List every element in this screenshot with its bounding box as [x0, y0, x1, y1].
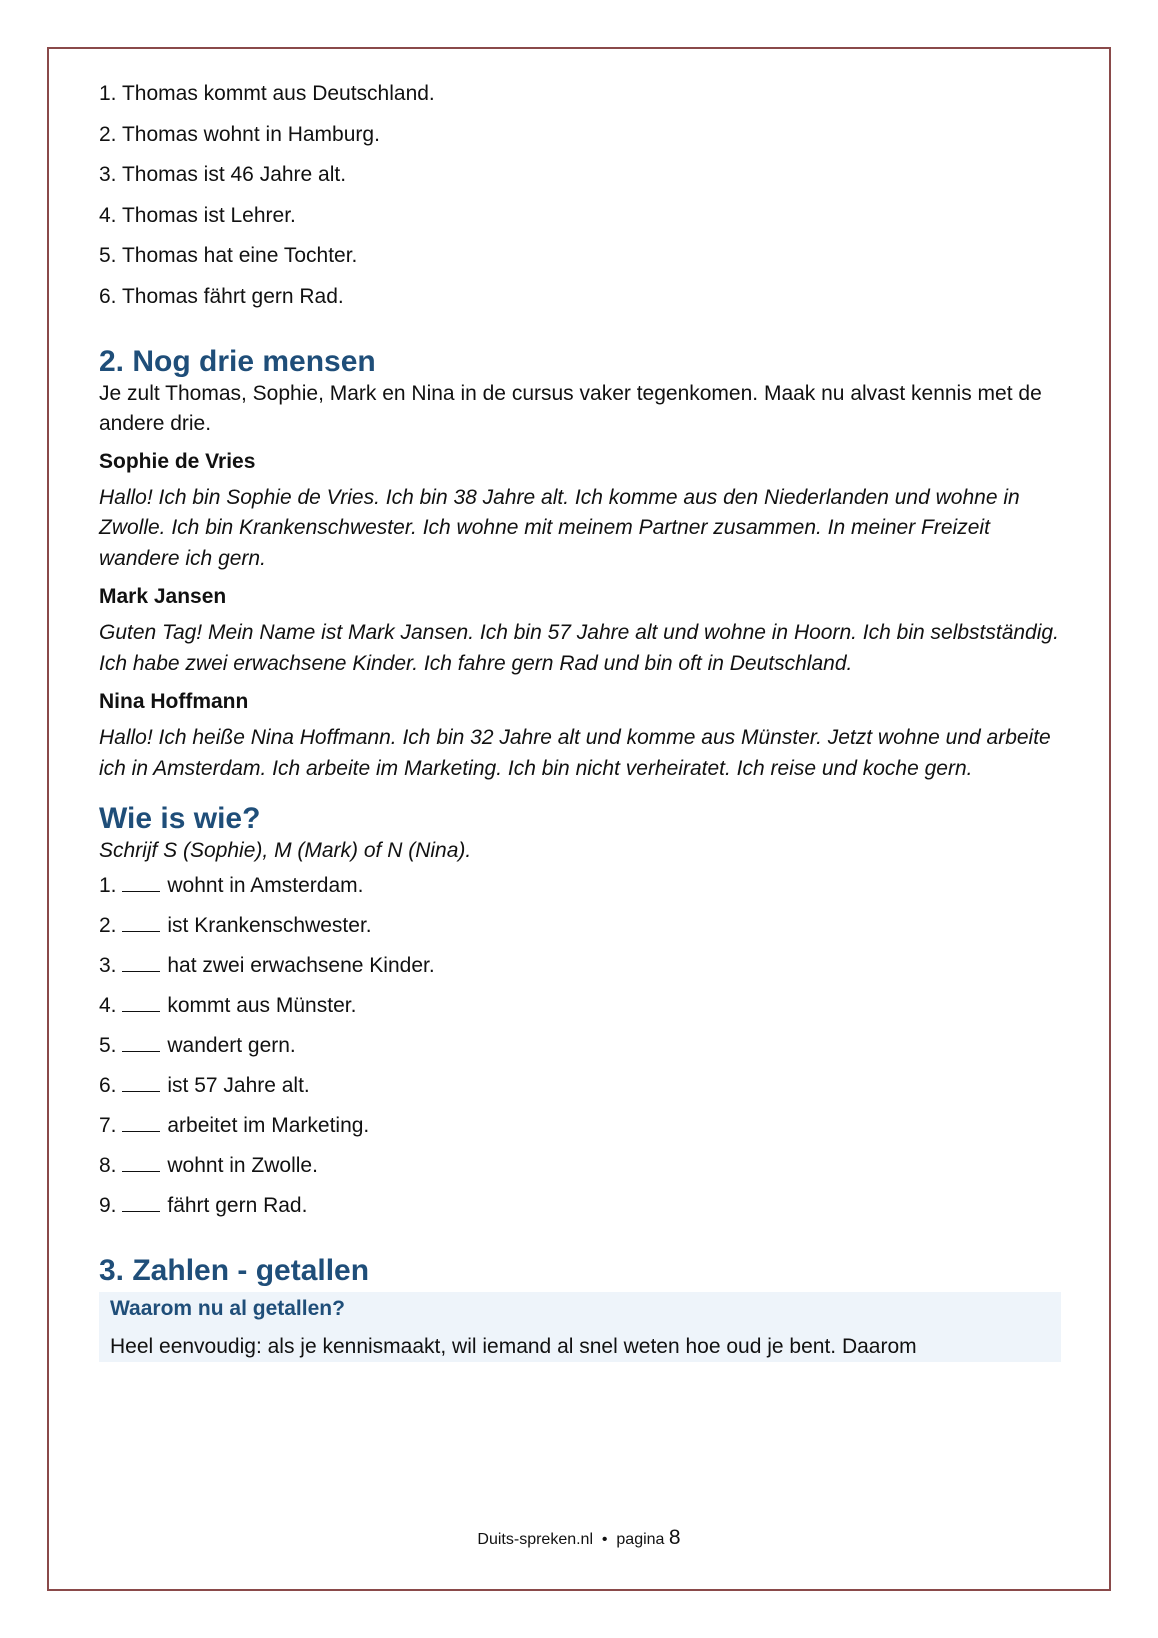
item-text: wohnt in Zwolle. [167, 1154, 318, 1178]
answer-blank[interactable] [122, 1035, 160, 1052]
thomas-statements-list [99, 82, 1061, 309]
item-number: 7. [99, 1114, 117, 1138]
answer-blank[interactable] [122, 1115, 160, 1132]
exercise-item [99, 1034, 1061, 1058]
section-intro: Je zult Thomas, Sophie, Mark en Nina in de cursus vaker tegenkomen. Maak nu alvast kennis met de andere drie. [99, 381, 1042, 435]
exercise-item [99, 954, 1061, 978]
page-footer [0, 1526, 1158, 1550]
person-name: Nina Hoffmann [99, 690, 249, 714]
list-item: 2. Thomas wohnt in Hamburg. [99, 122, 380, 146]
answer-blank[interactable] [122, 875, 160, 892]
answer-blank[interactable] [122, 915, 160, 932]
answer-blank[interactable] [122, 995, 160, 1012]
person-text: Hallo! Ich heiße Nina Hoffmann. Ich bin 32 Jahre alt und komme aus Münster. Jetzt wohne und arbeite ich in Amsterdam. Ich arbeite im Marketing. Ich bin nicht verheiratet. Ich reise und koche gern. [99, 726, 1051, 780]
list-item: 5. Thomas hat eine Tochter. [99, 244, 358, 268]
item-text: wandert gern. [167, 1034, 296, 1058]
footer-separator: • [601, 1531, 608, 1548]
person-name: Sophie de Vries [99, 449, 256, 473]
item-number: 2. [99, 914, 117, 938]
footer-site: Duits-spreken.nl [477, 1531, 594, 1548]
exercise-list [99, 874, 1061, 1218]
item-number: 6. [99, 1074, 117, 1098]
item-text: kommt aus Münster. [167, 994, 357, 1018]
answer-blank[interactable] [122, 1075, 160, 1092]
item-number: 9. [99, 1194, 117, 1218]
page-number: 8 [668, 1526, 681, 1549]
info-box-title: Waarom nu al getallen? [110, 1297, 345, 1321]
item-number: 4. [99, 994, 117, 1018]
exercise-instruction: Schrijf S (Sophie), M (Mark) of N (Nina). [99, 839, 472, 863]
exercise-item [99, 1154, 1061, 1178]
info-box [99, 1292, 1061, 1362]
info-box-text: Heel eenvoudig: als je kennismaakt, wil iemand al snel weten hoe oud je bent. Daarom [110, 1335, 917, 1359]
person-name: Mark Jansen [99, 585, 227, 609]
exercise-item [99, 1114, 1061, 1138]
section-heading: 3. Zahlen - getallen [99, 1254, 370, 1288]
item-text: fährt gern Rad. [167, 1194, 308, 1218]
answer-blank[interactable] [122, 1195, 160, 1212]
exercise-item [99, 914, 1061, 938]
person-text: Guten Tag! Mein Name ist Mark Jansen. Ich bin 57 Jahre alt und wohne in Hoorn. Ich bin selbstständig. Ich habe zwei erwachsene Kinder. Ich fahre gern Rad und bin oft in Deutschland. [99, 621, 1059, 675]
item-text: wohnt in Amsterdam. [167, 874, 364, 898]
exercise-item [99, 994, 1061, 1018]
list-item: 6. Thomas fährt gern Rad. [99, 284, 344, 308]
item-number: 1. [99, 874, 117, 898]
list-item: 4. Thomas ist Lehrer. [99, 203, 296, 227]
person-text: Hallo! Ich bin Sophie de Vries. Ich bin 38 Jahre alt. Ich komme aus den Niederlanden und wohne in Zwolle. Ich bin Krankenschwester. Ich wohne mit meinem Partner zusammen. In meiner Freizeit wandere ich gern. [99, 485, 1020, 570]
exercise-item [99, 1074, 1061, 1098]
item-number: 3. [99, 954, 117, 978]
exercise-heading: Wie is wie? [99, 802, 261, 836]
item-text: arbeitet im Marketing. [167, 1114, 370, 1138]
exercise-item [99, 874, 1061, 898]
item-number: 8. [99, 1154, 117, 1178]
answer-blank[interactable] [122, 955, 160, 972]
item-text: ist Krankenschwester. [167, 914, 372, 938]
list-item: 1. Thomas kommt aus Deutschland. [99, 82, 435, 105]
item-text: ist 57 Jahre alt. [167, 1074, 310, 1098]
page-content [99, 82, 1061, 1362]
exercise-item [99, 1194, 1061, 1218]
item-text: hat zwei erwachsene Kinder. [167, 954, 435, 978]
section-heading: 2. Nog drie mensen [99, 344, 376, 378]
footer-page-label: pagina [616, 1531, 665, 1548]
list-item: 3. Thomas ist 46 Jahre alt. [99, 163, 347, 187]
item-number: 5. [99, 1034, 117, 1058]
answer-blank[interactable] [122, 1155, 160, 1172]
